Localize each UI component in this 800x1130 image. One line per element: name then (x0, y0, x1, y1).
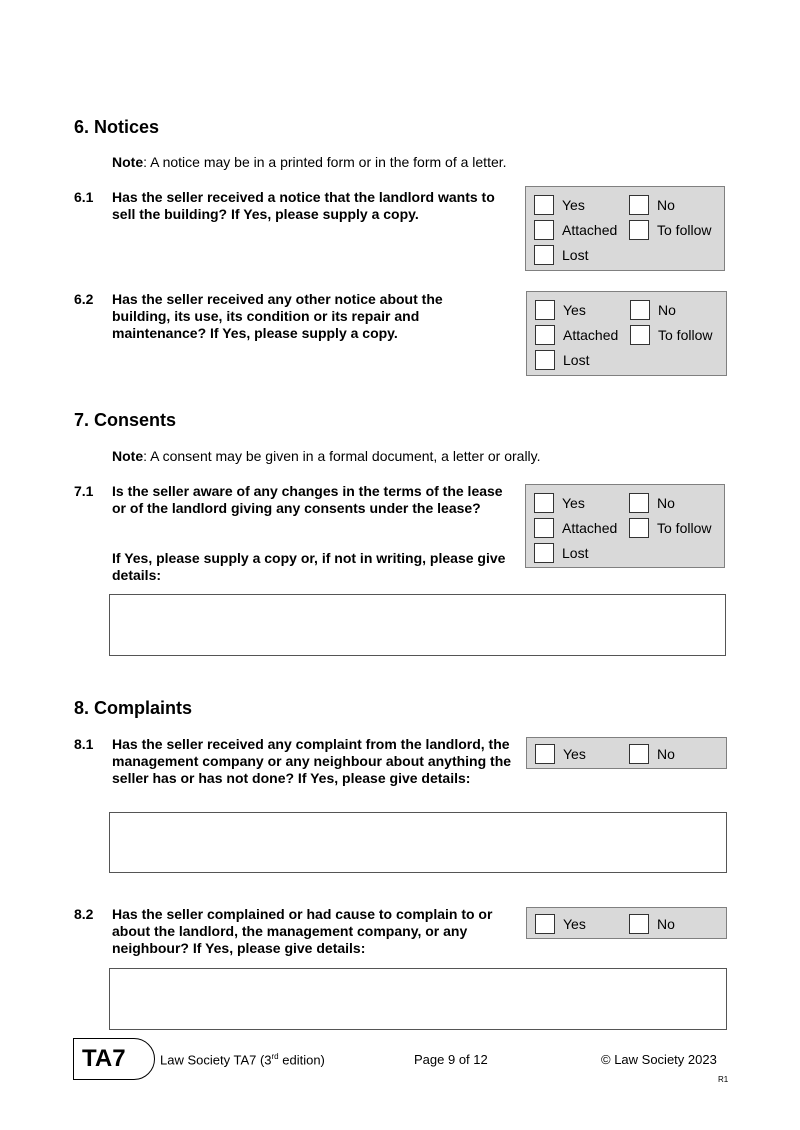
checkbox-attached[interactable] (534, 220, 554, 240)
consents-note (112, 448, 541, 464)
checkbox-attached[interactable] (534, 518, 554, 538)
q81-options (526, 737, 727, 769)
checkbox-lost[interactable] (534, 245, 554, 265)
checkbox-no[interactable] (629, 493, 649, 513)
option-to-follow[interactable]: To follow (629, 220, 711, 240)
checkbox-no[interactable] (629, 744, 649, 764)
option-no[interactable]: No (629, 493, 675, 513)
option-yes[interactable]: Yes (535, 914, 586, 934)
checkbox-no[interactable] (629, 914, 649, 934)
note-text: : A notice may be in a printed form or in the form of a letter. (143, 154, 507, 170)
checkbox-to-follow[interactable] (629, 220, 649, 240)
checkbox-lost[interactable] (535, 350, 555, 370)
checkbox-attached[interactable] (535, 325, 555, 345)
question-text: Has the seller received any other notice about the building, its use, its condition or its repair and maintenance? If Yes, please supply a copy. (112, 291, 443, 341)
q62-options (526, 291, 727, 376)
q71-options (525, 484, 725, 568)
question-number: 6.2 (74, 291, 94, 307)
option-yes[interactable]: Yes (535, 744, 586, 764)
q82-details-field[interactable] (109, 968, 727, 1030)
question-number: 8.1 (74, 736, 94, 752)
option-attached[interactable]: Attached (534, 518, 617, 538)
option-to-follow[interactable]: To follow (630, 325, 712, 345)
checkbox-yes[interactable] (534, 195, 554, 215)
checkbox-no[interactable] (630, 300, 650, 320)
question-text: Has the seller complained or had cause to complain to or about the landlord, the management company, or any neighbour? If Yes, please give details: (112, 906, 493, 956)
q82-options (526, 907, 727, 939)
checkbox-to-follow[interactable] (630, 325, 650, 345)
checkbox-yes[interactable] (535, 300, 555, 320)
option-lost[interactable]: Lost (534, 245, 588, 265)
footer-edition: Law Society TA7 (3rd edition) (160, 1052, 325, 1068)
footer-page-number: Page 9 of 12 (414, 1052, 488, 1067)
q61-options (525, 186, 725, 271)
footer-copyright: © Law Society 2023 (601, 1052, 717, 1067)
option-no[interactable]: No (630, 300, 676, 320)
section-title-notices: 6. Notices (74, 117, 160, 137)
form-badge (73, 1038, 155, 1080)
checkbox-lost[interactable] (534, 543, 554, 563)
section-title-complaints: 8. Complaints (74, 698, 193, 718)
question-text: Is the seller aware of any changes in the terms of the lease or of the landlord giving any consents under the lease? (112, 483, 503, 516)
option-to-follow[interactable]: To follow (629, 518, 711, 538)
question-text: Has the seller received any complaint from the landlord, the management company or any neighbour about anything the seller has or has not done? If Yes, please give details: (112, 736, 512, 786)
checkbox-no[interactable] (629, 195, 649, 215)
question-text: Has the seller received a notice that the landlord wants to sell the building? If Yes, please supply a copy. (112, 189, 495, 222)
note-label: Note (112, 448, 144, 464)
option-attached[interactable]: Attached (534, 220, 617, 240)
question-subtext: If Yes, please supply a copy or, if not in writing, please give details: (112, 550, 506, 583)
option-yes[interactable]: Yes (535, 300, 586, 320)
option-yes[interactable]: Yes (534, 493, 585, 513)
form-code: TA7 (82, 1045, 126, 1072)
checkbox-yes[interactable] (534, 493, 554, 513)
notices-note (112, 154, 507, 170)
checkbox-yes[interactable] (535, 914, 555, 934)
question-number: 8.2 (74, 906, 94, 922)
option-no[interactable]: No (629, 744, 675, 764)
q81-details-field[interactable] (109, 812, 727, 873)
note-label: Note (112, 154, 144, 170)
footer-revision: R1 (718, 1075, 729, 1084)
section-title-consents: 7. Consents (74, 410, 177, 430)
option-lost[interactable]: Lost (534, 543, 588, 563)
option-lost[interactable]: Lost (535, 350, 589, 370)
checkbox-to-follow[interactable] (629, 518, 649, 538)
option-yes[interactable]: Yes (534, 195, 585, 215)
option-attached[interactable]: Attached (535, 325, 618, 345)
question-number: 6.1 (74, 189, 94, 205)
option-no[interactable]: No (629, 914, 675, 934)
option-no[interactable]: No (629, 195, 675, 215)
checkbox-yes[interactable] (535, 744, 555, 764)
q71-details-field[interactable] (109, 594, 726, 656)
question-number: 7.1 (74, 483, 94, 499)
note-text: : A consent may be given in a formal document, a letter or orally. (143, 448, 541, 464)
